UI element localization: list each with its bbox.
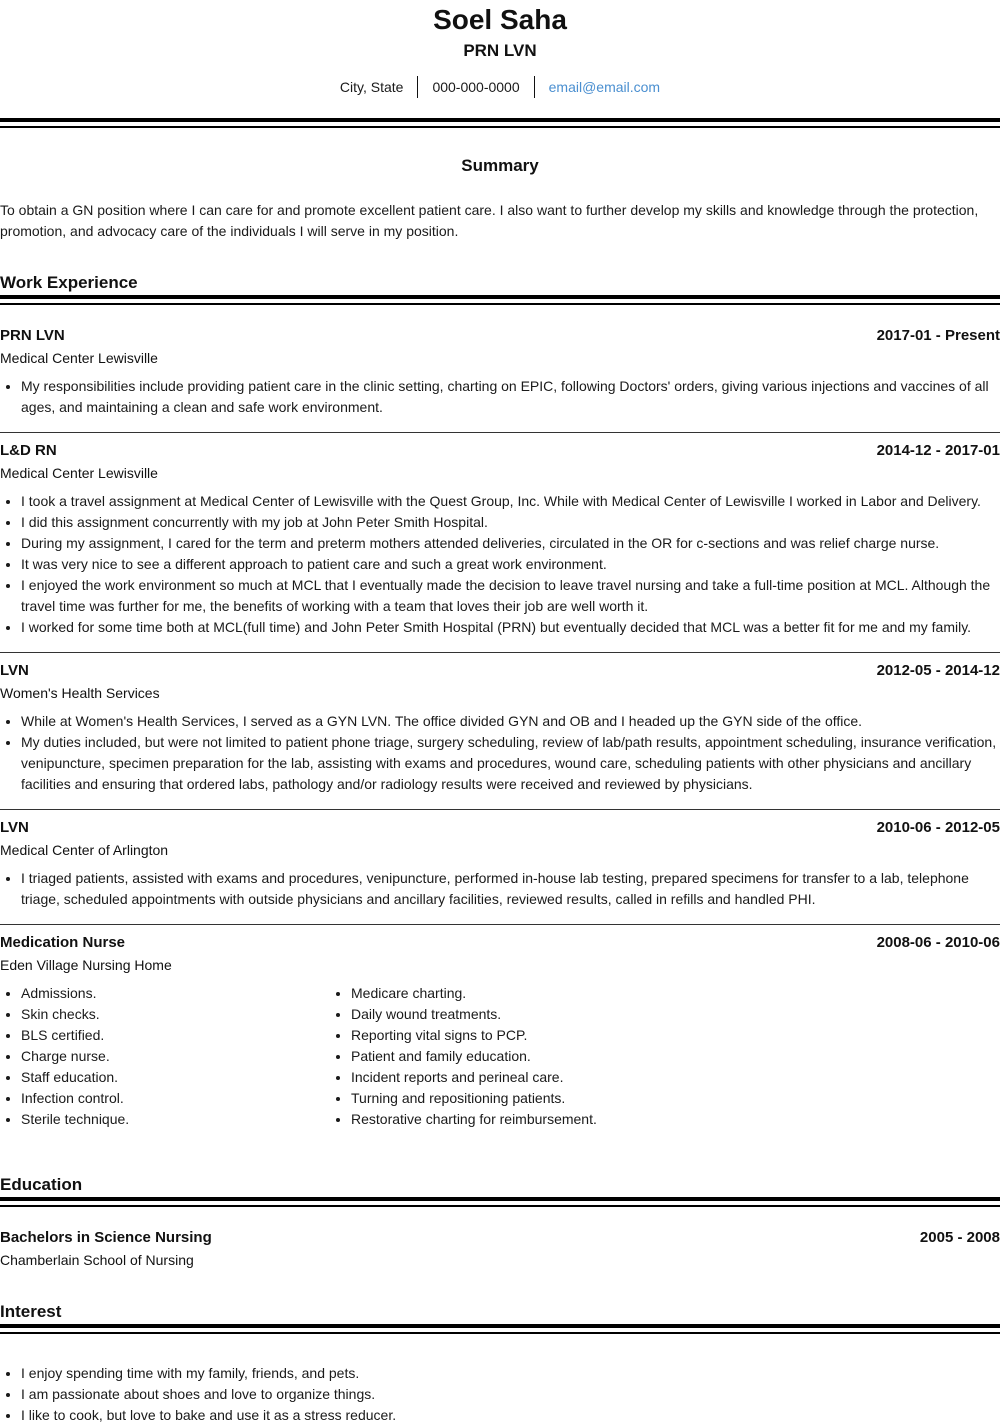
header-divider <box>0 118 1000 125</box>
skill-item: • Reporting vital signs to PCP. <box>351 1025 830 1046</box>
job-bullet: • My responsibilities include providing patient care in the clinic setting, charting on EPIC, following Doctors' orders, giving various injections and vaccines of all ages, and maintaining a clean and safe work environment. <box>21 376 1000 418</box>
candidate-name: Soel Saha <box>433 4 567 35</box>
skill-item: • BLS certified. <box>21 1025 330 1046</box>
job-bullet: • I worked for some time both at MCL(full time) and John Peter Smith Hospital (PRN) but eventually decided that MCL was a better fit for me and my family. <box>21 617 1000 638</box>
job-bullet: • While at Women's Health Services, I served as a GYN LVN. The office divided GYN and OB and I headed up the GYN side of the office. <box>21 711 1000 732</box>
job-entry <box>0 661 1000 795</box>
skill-item: • Medicare charting. <box>351 983 830 1004</box>
job-organization: Medical Center of Arlington <box>0 842 169 858</box>
job-bullets <box>0 868 1000 910</box>
job-bullets <box>0 491 1000 638</box>
interest-heading: Interest <box>0 1302 62 1321</box>
job-organization: Eden Village Nursing Home <box>0 957 172 973</box>
job-bullets <box>0 711 1000 795</box>
skill-item: • Sterile technique. <box>21 1109 330 1130</box>
skill-item: • Patient and family education. <box>351 1046 830 1067</box>
contact-email-link[interactable]: email@email.com <box>548 79 661 95</box>
job-bullet: • I triaged patients, assisted with exams and procedures, venipuncture, performed in-house lab testing, prepared specimens for transfer to a lab, telephone triage, scheduled appointments with outside physicians and ancillary facilities, reviewed results, called in refills and handled PHI. <box>21 868 1000 910</box>
skill-item: • Incident reports and perineal care. <box>351 1067 830 1088</box>
job-divider <box>0 924 1000 925</box>
job-bullet: • It was very nice to see a different approach to patient care and such a great work environment. <box>21 554 1000 575</box>
job-entry <box>0 933 1000 1130</box>
job-title: LVN <box>0 819 29 836</box>
job-bullet: • During my assignment, I cared for the term and preterm mothers attended deliveries, circulated in the OR for c-sections and was relief charge nurse. <box>21 533 1000 554</box>
skill-item: • Turning and repositioning patients. <box>351 1088 830 1109</box>
job-divider <box>0 652 1000 653</box>
job-title: PRN LVN <box>0 327 65 344</box>
education-entry <box>0 1228 1000 1269</box>
work-experience-heading: Work Experience <box>0 273 138 292</box>
summary-heading: Summary <box>461 156 539 175</box>
skill-item: • Staff education. <box>21 1067 330 1088</box>
skills-column-left <box>0 983 330 1130</box>
interest-item: • I enjoy spending time with my family, friends, and pets. <box>21 1363 1000 1384</box>
job-divider <box>0 809 1000 810</box>
skills-column-right <box>330 983 830 1130</box>
contact-location: City, State <box>339 79 404 95</box>
interest-item: • I like to cook, but love to bake and use it as a stress reducer. <box>21 1405 1000 1426</box>
skill-item: • Admissions. <box>21 983 330 1004</box>
interest-divider <box>0 1324 1000 1331</box>
summary-text: To obtain a GN position where I can care for and promote excellent patient care. I also want to further develop my skills and knowledge through the protection, promotion, and advocacy care of the individuals I will serve in my position. <box>0 202 979 239</box>
job-title: L&D RN <box>0 442 57 459</box>
job-bullet: • My duties included, but were not limited to patient phone triage, surgery scheduling, review of lab/path results, appointment scheduling, insurance verification, venipuncture, specimen preparation for the lab, assisting with exams and procedures, wound care, scheduling patients with other physicians and ancillary facilities and ensuring that ordered labs, pathology and/or radiology results were received and reviewed by physicians. <box>21 732 1000 795</box>
skill-item: • Charge nurse. <box>21 1046 330 1067</box>
skills-columns <box>0 983 1000 1130</box>
skill-item: • Skin checks. <box>21 1004 330 1025</box>
education-degree: Bachelors in Science Nursing <box>0 1229 212 1246</box>
job-divider <box>0 432 1000 433</box>
job-entry <box>0 441 1000 638</box>
education-divider <box>0 1197 1000 1204</box>
candidate-title: PRN LVN <box>463 41 537 60</box>
education-school: Chamberlain School of Nursing <box>0 1252 194 1268</box>
job-bullets <box>0 376 1000 418</box>
job-organization: Women's Health Services <box>0 685 160 701</box>
job-title: Medication Nurse <box>0 934 126 951</box>
job-entry <box>0 818 1000 910</box>
job-dates: 2017-01 - Present <box>876 327 1000 344</box>
job-title: LVN <box>0 662 29 679</box>
skill-item: • Restorative charting for reimbursement. <box>351 1109 830 1130</box>
job-organization: Medical Center Lewisville <box>0 465 158 481</box>
job-dates: 2014-12 - 2017-01 <box>876 442 1000 459</box>
job-entry <box>0 326 1000 418</box>
contact-phone: 000-000-0000 <box>432 79 520 95</box>
job-organization: Medical Center Lewisville <box>0 350 158 366</box>
skill-item: • Infection control. <box>21 1088 330 1109</box>
job-bullet: • I did this assignment concurrently with my job at John Peter Smith Hospital. <box>21 512 1000 533</box>
job-bullet: • I took a travel assignment at Medical Center of Lewisville with the Quest Group, Inc. While with Medical Center of Lewisville I worked in Labor and Delivery. <box>21 491 1000 512</box>
skill-item: • Daily wound treatments. <box>351 1004 830 1025</box>
interest-list <box>0 1363 1000 1426</box>
education-heading: Education <box>0 1175 83 1194</box>
job-dates: 2012-05 - 2014-12 <box>876 662 1000 679</box>
interest-list-wrap <box>0 1354 1000 1426</box>
contact-bar <box>0 76 1000 98</box>
job-bullet: • I enjoyed the work environment so much at MCL that I eventually made the decision to leave travel nursing and take a full-time position at MCL. Although the travel time was further for me, the benefits of working with a team that loves their job are well worth it. <box>21 575 1000 617</box>
education-dates: 2005 - 2008 <box>919 1229 1000 1246</box>
job-dates: 2008-06 - 2010-06 <box>876 934 1000 951</box>
job-dates: 2010-06 - 2012-05 <box>876 819 1000 836</box>
work-experience-divider <box>0 295 1000 302</box>
interest-item: • I am passionate about shoes and love to organize things. <box>21 1384 1000 1405</box>
